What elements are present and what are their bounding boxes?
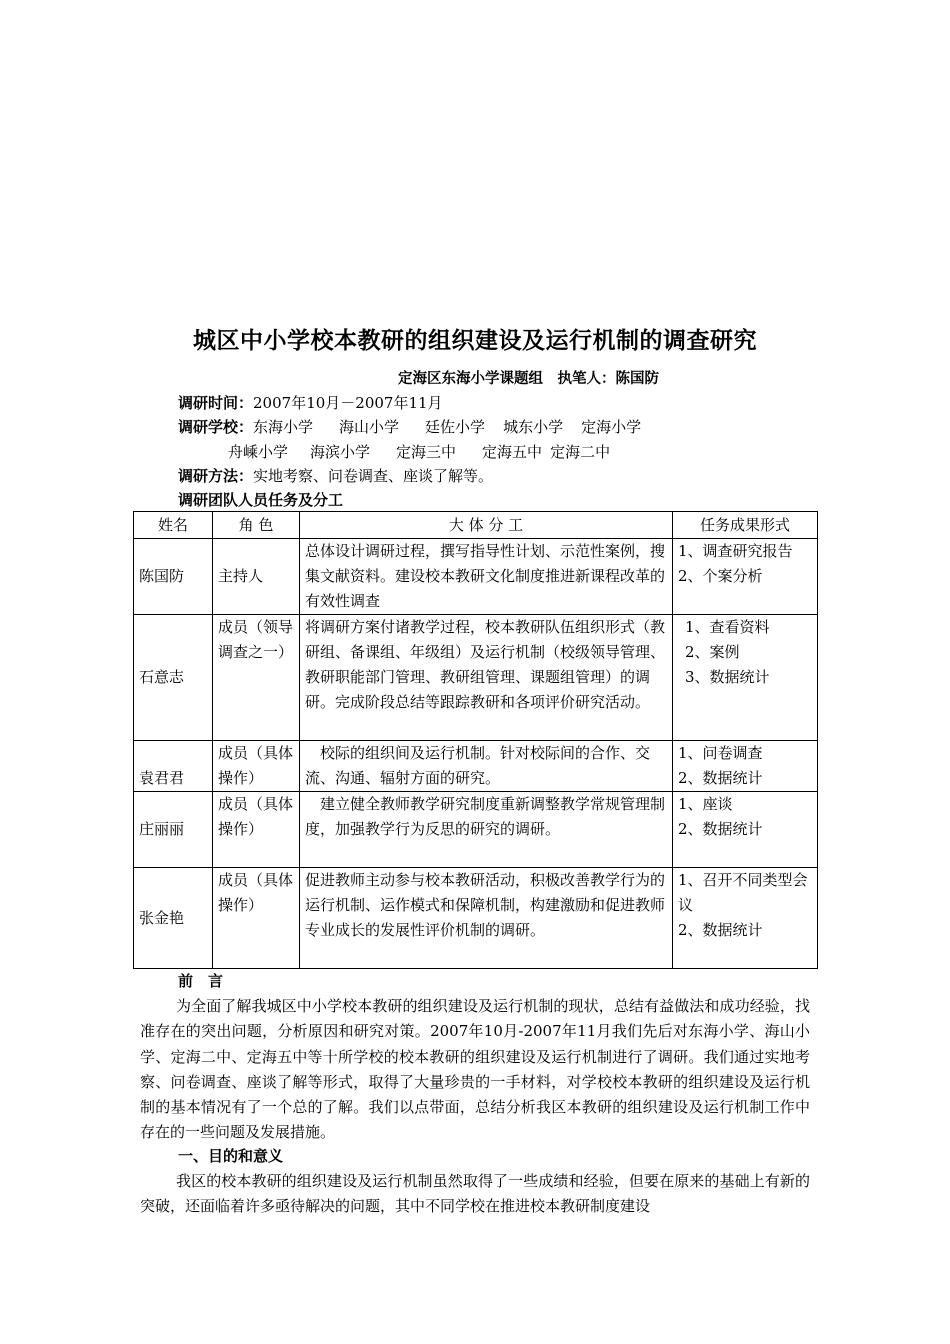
member-results (673, 792, 818, 868)
table-row (134, 792, 818, 868)
member-duties: 总体设计调研过程，撰写指导性计划、示范性案例，搜集文献资料。建设校本教研文化制度推进新课程改革的有效性调查 (300, 539, 673, 615)
school-name: 定海二中 (550, 443, 611, 461)
member-name: 石意志 (134, 615, 213, 741)
team-table (133, 511, 818, 969)
header-duties: 大 体 分 工 (300, 512, 673, 539)
member-name: 张金艳 (134, 868, 213, 969)
school-name: 城东小学 (503, 418, 564, 436)
result-item: 1、查看资料 (685, 618, 770, 636)
page-title: 城区中小学校本教研的组织建设及运行机制的调查研究 (193, 328, 757, 354)
school-name: 廷佐小学 (425, 418, 486, 436)
header-name: 姓名 (134, 512, 213, 539)
table-row (134, 741, 818, 792)
member-duties: 促进教师主动参与校本教研活动，积极改善教学行为的运行机制、运作模式和保障机制，构建激励和促进教师专业成长的发展性评价机制的调研。 (300, 868, 673, 969)
result-item: 3、数据统计 (685, 668, 770, 686)
survey-method-line (178, 465, 493, 486)
member-duties: 校际的组织间及运行机制。针对校际间的合作、交流、沟通、辐射方面的研究。 (300, 741, 673, 792)
result-item: 2、个案分析 (678, 567, 763, 585)
survey-schools-line-2 (228, 441, 610, 462)
member-role: 成员（领导调查之一） (213, 615, 300, 741)
byline: 定海区东海小学课题组 执笔人：陈国防 (398, 371, 659, 387)
team-heading: 调研团队人员任务及分工 (178, 491, 344, 509)
header-results: 任务成果形式 (673, 512, 818, 539)
member-results (673, 741, 818, 792)
member-role: 成员（具体操作） (213, 741, 300, 792)
member-results (673, 615, 818, 741)
result-item: 2、数据统计 (678, 921, 763, 939)
school-name: 舟嵊小学 (228, 443, 289, 461)
member-role: 主持人 (213, 539, 300, 615)
member-name: 陈国防 (134, 539, 213, 615)
result-item: 2、数据统计 (678, 820, 763, 838)
school-name: 东海小学 (253, 418, 314, 436)
table-header-row (134, 512, 818, 539)
member-role: 成员（具体操作） (213, 792, 300, 868)
result-item: 1、召开不同类型会议 (678, 871, 808, 914)
section-1-heading: 一、目的和意义 (178, 1147, 284, 1165)
result-item: 1、座谈 (678, 795, 733, 813)
result-item: 2、数据统计 (678, 769, 763, 787)
school-name: 定海五中 (482, 443, 543, 461)
survey-time-value: 2007年10月－2007年11月 (253, 394, 443, 412)
member-duties: 将调研方案付诸教学过程，校本教研队伍组织形式（教研组、备课组、年级组）及运行机制（校级领导管理、教研职能部门管理、教研组管理、课题组管理）的调研。完成阶段总结等跟踪教研和各项评价研究活动。 (300, 615, 673, 741)
table-row (134, 615, 818, 741)
member-results (673, 539, 818, 615)
result-item: 1、调查研究报告 (678, 542, 793, 560)
school-name: 定海小学 (581, 418, 642, 436)
member-duties: 建立健全教师教学研究制度重新调整教学常规管理制度，加强教学行为反思的研究的调研。 (300, 792, 673, 868)
survey-schools-line (178, 416, 641, 437)
survey-method-label: 调研方法： (178, 467, 254, 485)
survey-time-line (178, 392, 443, 413)
school-name: 海滨小学 (310, 443, 371, 461)
result-item: 2、案例 (685, 643, 740, 661)
table-row (134, 868, 818, 969)
school-name: 海山小学 (339, 418, 400, 436)
preface-paragraph: 为全面了解我城区中小学校本教研的组织建设及运行机制的现状，总结有益做法和成功经验，找准存在的突出问题，分析原因和研究对策。2007年10月-2007年11月我们先后对东海小学、海山小学、定海二中、定海五中等十所学校的校本教研的组织建设及运行机制进行了调研。我们通过实地考察、问卷调查、座谈了解等形式，取得了大量珍贵的一手材料，对学校校本教研的组织建设及运行机制的基本情况有了一个总的了解。我们以点带面，总结分析我区本教研的组织建设及运行机制工作中存在的一些问题及发展措施。 (140, 997, 810, 1142)
preface-heading: 前 言 (178, 972, 224, 990)
member-role: 成员（具体操作） (213, 868, 300, 969)
header-role: 角 色 (213, 512, 300, 539)
school-name: 定海三中 (396, 443, 457, 461)
section-1-paragraph: 我区的校本教研的组织建设及运行机制虽然取得了一些成绩和经验，但要在原来的基础上有新的突破，还面临着许多亟待解决的问题，其中不同学校在推进校本教研制度建设 (140, 1172, 810, 1216)
member-name: 袁君君 (134, 741, 213, 792)
survey-method-value: 实地考察、问卷调查、座谈了解等。 (253, 467, 494, 485)
table-row (134, 539, 818, 615)
member-name: 庄丽丽 (134, 792, 213, 868)
survey-schools-label: 调研学校： (178, 418, 254, 436)
survey-time-label: 调研时间： (178, 394, 254, 412)
result-item: 1、问卷调查 (678, 744, 763, 762)
member-results (673, 868, 818, 969)
